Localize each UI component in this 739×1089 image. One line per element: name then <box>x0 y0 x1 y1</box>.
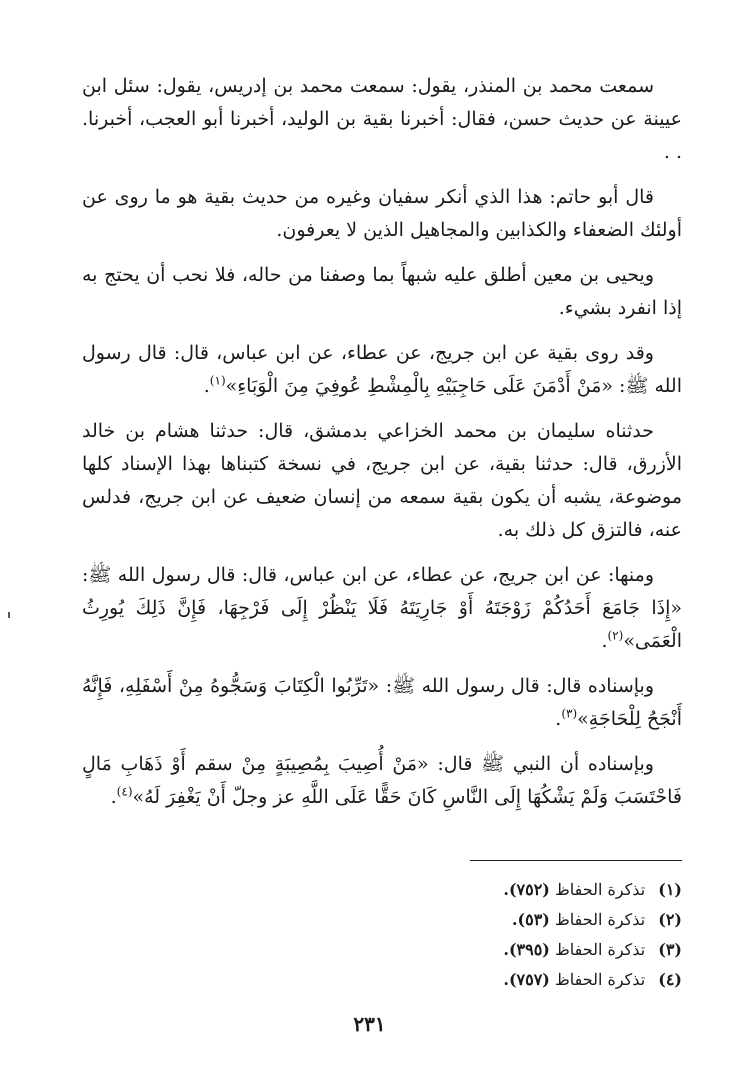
footnote-text: تذكرة الحفاظ <box>554 910 646 929</box>
paragraph-end: . <box>203 375 210 397</box>
footnote-page: (٧٥٧). <box>503 970 550 989</box>
footnote-2 <box>82 905 682 935</box>
page-body <box>82 70 682 826</box>
paragraph-8 <box>82 748 682 814</box>
page-number: ٢٣١ <box>353 1012 386 1036</box>
paragraph-text: حدثناه سليمان بن محمد الخزاعي بدمشق، قال: حدثنا هشام بن خالد الأزرق، قال: حدثنا بقية، عن ابن جريج، في نسخة كتبناها بهذا الإسناد كلها موضوعة، يشبه أن يكون بقية سمعه من إنسان ضعيف عن ابن جريج، فدلس عنه، فالتزق كل ذلك به. <box>82 420 682 541</box>
paragraph-end: . <box>555 708 562 730</box>
footnote-divider <box>470 860 682 861</box>
paragraph-3 <box>82 259 682 325</box>
footnote-number: (٤) <box>658 970 682 989</box>
paragraph-text: قال أبو حاتم: هذا الذي أنكر سفيان وغيره من حديث بقية هو ما روى عن أولئك الضعفاء والكذابين والمجاهيل الذين لا يعرفون. <box>82 186 682 241</box>
footnote-page: (٧٥٢). <box>503 880 550 899</box>
paragraph-text: وقد روى بقية عن ابن جريج، عن عطاء، عن ابن عباس، قال: قال رسول الله ﷺ: <box>82 342 682 397</box>
paragraph-4 <box>82 337 682 403</box>
footnote-4 <box>82 965 682 995</box>
hadith-quote: «إِذَا جَامَعَ أَحَدُكُمْ زَوْجَتَهُ أَوْ جَارِيَتَهُ فَلَا يَنْظُرْ إِلَى فَرْجِهَا، فَإِنَّ ذَلِكَ يُورِثُ الْعَمَى» <box>82 597 682 652</box>
paragraph-text: وبإسناده أن النبي ﷺ قال: <box>428 753 654 775</box>
footnote-3 <box>82 935 682 965</box>
footnote-ref[interactable]: (٤) <box>116 784 133 799</box>
hadith-quote: «مَنْ أَدْمَنَ عَلَى حَاجِبَيْهِ بِالْمِشْطِ عُوفِيَ مِنَ الْوَبَاءِ» <box>225 375 614 397</box>
footnote-text: تذكرة الحفاظ <box>554 940 646 959</box>
footnote-number: (١) <box>658 880 682 899</box>
footnote-text: تذكرة الحفاظ <box>554 970 646 989</box>
footnote-text: تذكرة الحفاظ <box>554 880 646 899</box>
footnote-page: (٣٩٥). <box>503 940 550 959</box>
margin-mark <box>8 612 10 618</box>
footnote-ref[interactable]: (١) <box>209 373 226 388</box>
footnote-page: (٥٣). <box>511 910 550 929</box>
footnote-number: (٣) <box>658 940 682 959</box>
paragraph-6 <box>82 559 682 658</box>
footnote-1 <box>82 875 682 905</box>
footnote-ref[interactable]: (٢) <box>607 628 624 643</box>
paragraph-7 <box>82 670 682 736</box>
paragraph-text: سمعت محمد بن المنذر، يقول: سمعت محمد بن إدريس، يقول: سئل ابن عيينة عن حديث حسن، فقال: أخبرنا بقية بن الوليد، أخبرنا أبو العجب، أخبرنا. . . <box>82 75 682 163</box>
paragraph-1 <box>82 70 682 169</box>
paragraph-text: ويحيى بن معين أطلق عليه شبهاً بما وصفنا من حاله، فلا نحب أن يحتج به إذا انفرد بشيء. <box>82 264 682 319</box>
paragraph-end: . <box>601 630 608 652</box>
paragraph-5 <box>82 415 682 547</box>
paragraph-2 <box>82 181 682 247</box>
paragraph-text: ومنها: عن ابن جريج، عن عطاء، عن ابن عباس، قال: قال رسول الله ﷺ: <box>82 564 654 586</box>
paragraph-text: وبإسناده قال: قال رسول الله ﷺ: <box>379 675 655 697</box>
footnote-ref[interactable]: (٣) <box>561 706 578 721</box>
footnote-number: (٢) <box>658 910 682 929</box>
hadith-quote: «مَنْ أُصِيبَ بِمُصِيبَةٍ مِنْ سقم أَوْ ذَهَابِ مَالٍ فَاحْتَسَبَ وَلَمْ يَشْكُهَا إِلَى النَّاسِ كَانَ حَقًّا عَلَى اللَّهِ عز وجلّ أَنْ يَغْفِرَ لَهُ» <box>82 753 682 808</box>
paragraph-end: . <box>110 786 117 808</box>
footnotes <box>82 875 682 995</box>
hadith-quote: «تَرِّبُوا الْكِتَابَ وَسَجُّوهُ مِنْ أَسْفَلِهِ، فَإِنَّهُ أَنْجَحُ لِلْحَاجَةِ» <box>82 675 682 730</box>
